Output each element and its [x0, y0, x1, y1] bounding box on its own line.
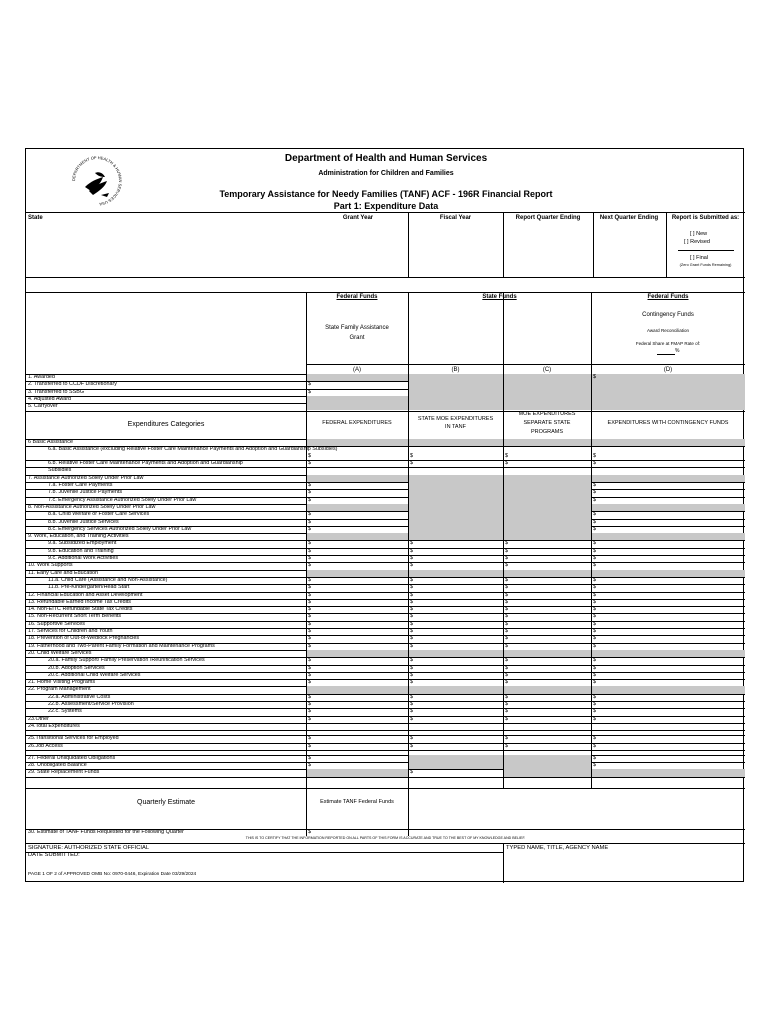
- row-19-amount[interactable]: $: [593, 576, 596, 583]
- shaded-cell: [409, 650, 503, 657]
- row-36-amount[interactable]: $: [410, 701, 413, 708]
- row-32: 20.c. Additional Child Welfare Services: [48, 671, 141, 678]
- shaded-cell: [504, 475, 591, 482]
- row-2-amount[interactable]: $: [410, 452, 413, 459]
- row-35-amount[interactable]: $: [505, 693, 508, 700]
- row-5: 7. Assistance Authorized Solely Under Prior Law: [28, 474, 144, 481]
- row-43-amount[interactable]: $: [308, 762, 311, 769]
- row-40-amount[interactable]: $: [308, 735, 311, 742]
- row-23-amount[interactable]: $: [593, 606, 596, 613]
- row-35: 22.a. Administrative Costs: [48, 693, 111, 700]
- row-20-amount[interactable]: $: [410, 584, 413, 591]
- row-12-amount[interactable]: $: [308, 525, 311, 532]
- shaded-cell: [504, 650, 591, 657]
- shaded-cell: [409, 396, 503, 403]
- shaded-cell: [307, 403, 408, 410]
- administration-title: Administration for Children and Families: [318, 170, 454, 177]
- row-10: 8.a. Child Welfare or Foster Care Services: [48, 511, 150, 518]
- col-d-label: (D): [663, 367, 673, 373]
- expenditure-categories-header: Expenditures Categories: [127, 421, 205, 428]
- moe-sep-header-2: SEPARATE STATE: [523, 420, 571, 426]
- department-title: Department of Health and Human Services: [284, 153, 488, 164]
- federal-funds-header-2: Federal Funds: [647, 294, 689, 300]
- next-quarter-ending-field[interactable]: Next Quarter Ending: [599, 215, 659, 221]
- row-16-amount[interactable]: $: [308, 555, 311, 562]
- shaded-cell: [592, 389, 745, 396]
- new-checkbox[interactable]: [ ] New: [690, 231, 708, 237]
- row-12: 8.c. Emergency Services Authorized Solely Under Prior Law: [48, 525, 192, 532]
- shaded-cell: [504, 403, 591, 410]
- shaded-cell: [504, 526, 591, 533]
- shaded-cell: [409, 755, 503, 762]
- row-35-amount[interactable]: $: [410, 693, 413, 700]
- row-22: 13. Refundable Earned Income Tax Credits: [28, 598, 131, 605]
- col-a-label: (A): [353, 367, 361, 373]
- moe-sep-header-1: MOE EXPENDITURES: [518, 411, 576, 417]
- shaded-cell: [409, 374, 503, 381]
- row-35-amount[interactable]: $: [593, 693, 596, 700]
- row-17-amount[interactable]: $: [505, 562, 508, 569]
- shaded-cell: [307, 686, 408, 693]
- row-25-amount[interactable]: $: [505, 620, 508, 627]
- row-40: 25.Transitional Services for Employed: [28, 735, 119, 742]
- shaded-cell: [592, 686, 745, 693]
- shaded-cell: [307, 570, 408, 577]
- report-title: Temporary Assistance for Needy Families (TANF) ACF - 196R Financial Report: [219, 189, 553, 199]
- row-33-amount[interactable]: $: [410, 679, 413, 686]
- row-36: 22.b. Assessment/Service Provision: [48, 701, 134, 708]
- row-33-amount[interactable]: $: [505, 679, 508, 686]
- shaded-cell: [504, 489, 591, 496]
- row-1: 6 Basic Assistance: [28, 439, 73, 445]
- row-24: 15. Non-Recurrent Short Term Benefits: [28, 613, 122, 620]
- sfag-label-1: State Family Assistance: [325, 325, 389, 331]
- row-2-amount[interactable]: $: [308, 452, 311, 459]
- shaded-cell: [409, 570, 503, 577]
- row-20: 11.b. Pre-Kindergarten/Head Start: [48, 584, 130, 591]
- row-30-amount[interactable]: $: [505, 657, 508, 664]
- row-3-amount[interactable]: $: [505, 460, 508, 467]
- row-8-amount[interactable]: $: [593, 496, 596, 503]
- shaded-cell: [409, 439, 503, 446]
- shaded-cell: [307, 475, 408, 482]
- col-b-label: (B): [451, 367, 460, 373]
- shaded-cell: [504, 497, 591, 504]
- row-14-amount[interactable]: $: [308, 540, 311, 547]
- fmap-pct[interactable]: %: [675, 348, 680, 354]
- row-32-amount[interactable]: $: [593, 671, 596, 678]
- shaded-cell: [409, 686, 503, 693]
- award-row-5: 5. Carryover: [28, 403, 58, 410]
- shaded-cell: [409, 475, 503, 482]
- row-43: 28. Unobligated Balance: [28, 762, 87, 769]
- report-submitted-as-label: Report is Submitted as:: [671, 215, 740, 221]
- row-20-amount[interactable]: $: [505, 584, 508, 591]
- row-15-amount[interactable]: $: [593, 547, 596, 554]
- row-15-amount[interactable]: $: [308, 547, 311, 554]
- row-10-amount[interactable]: $: [308, 511, 311, 518]
- fmap-rate-label: Federal Share at FMAP Rate of:: [635, 341, 701, 346]
- row-25-amount[interactable]: $: [593, 620, 596, 627]
- row-26: 17. Services for Children and Youth: [28, 628, 113, 635]
- row-3-amount[interactable]: $: [593, 460, 596, 467]
- row-6-amount[interactable]: $: [593, 482, 596, 489]
- certify-statement: THIS IS TO CERTIFY THAT THE INFORMATION REPORTED ON ALL PARTS OF THIS FORM IS ACCURATE AND TRUE TO THE BEST OF MY KNOWLEDGE AND BELIEF.: [245, 836, 526, 840]
- shaded-cell: [504, 511, 591, 518]
- shaded-cell: [409, 482, 503, 489]
- row-8-amount[interactable]: $: [308, 496, 311, 503]
- row-44: 29. State Replacement Funds: [28, 769, 100, 776]
- shaded-cell: [592, 769, 745, 776]
- shaded-cell: [409, 533, 503, 540]
- row-10-amount[interactable]: $: [593, 511, 596, 518]
- shaded-cell: [504, 381, 591, 388]
- shaded-cell: [592, 381, 745, 388]
- part-title: Part 1: Expenditure Data: [333, 201, 439, 211]
- row-22-amount[interactable]: $: [308, 598, 311, 605]
- row-19-amount[interactable]: $: [410, 576, 413, 583]
- shaded-cell: [504, 439, 591, 446]
- row-22-amount[interactable]: $: [593, 598, 596, 605]
- row-37-amount[interactable]: $: [410, 708, 413, 715]
- award-row-3: 3. Transferred to SSBG: [28, 388, 85, 395]
- shaded-cell: [504, 755, 591, 762]
- row-34: 22. Program Management: [28, 686, 91, 693]
- tanf-form: [25, 148, 744, 882]
- shaded-cell: [307, 533, 408, 540]
- row-11: 8.b. Juvenile Justice Services: [48, 518, 119, 525]
- shaded-cell: [409, 389, 503, 396]
- row-25-amount[interactable]: $: [308, 620, 311, 627]
- shaded-cell: [307, 504, 408, 511]
- report-quarter-ending-field[interactable]: Report Quarter Ending: [515, 215, 581, 221]
- revised-checkbox[interactable]: [ ] Revised: [684, 239, 710, 245]
- row-39: 24.Total Expenditures: [28, 722, 80, 729]
- row-16: 9.c. Additional Work Activities: [48, 555, 119, 562]
- row-11-amount[interactable]: $: [593, 518, 596, 525]
- state-moe-header-1: STATE MOE EXPENDITURES: [417, 416, 494, 422]
- shaded-cell: [409, 489, 503, 496]
- row-7-amount[interactable]: $: [593, 489, 596, 496]
- award-row-1: 1. Awarded: [28, 374, 55, 380]
- row-13: 9. Work, Education, and Training Activities: [28, 533, 129, 540]
- row-15: 9.b. Education and Training: [48, 547, 114, 554]
- row-23-amount[interactable]: $: [505, 606, 508, 613]
- row-28: 19. Fatherhood and Two-Parent Family Formation and Maintenance Programs: [28, 642, 215, 649]
- row-27: 18. Prevention of Out-of-Wedlock Pregnancies: [28, 635, 140, 642]
- award-reconciliation-label: Award Reconciliation: [647, 328, 689, 333]
- row-41: 26.Job Access: [28, 742, 63, 749]
- row-18: 11. Early Care and Education: [28, 569, 99, 576]
- row-2-amount[interactable]: $: [593, 452, 596, 459]
- row-41-amount[interactable]: $: [593, 742, 596, 749]
- row-17-amount[interactable]: $: [308, 562, 311, 569]
- grant-year-field[interactable]: Grant Year: [342, 215, 374, 221]
- row-41-amount[interactable]: $: [410, 742, 413, 749]
- row-38: 23.Other: [28, 715, 49, 722]
- row-32-amount[interactable]: $: [308, 671, 311, 678]
- row-27-amount[interactable]: $: [505, 635, 508, 642]
- row-33-amount[interactable]: $: [308, 679, 311, 686]
- final-checkbox[interactable]: [ ] Final: [690, 255, 709, 261]
- shaded-cell: [504, 686, 591, 693]
- row-27-amount[interactable]: $: [593, 635, 596, 642]
- row-42-amount[interactable]: $: [308, 754, 311, 761]
- shaded-cell: [307, 439, 408, 446]
- row-17-amount[interactable]: $: [593, 562, 596, 569]
- row-33-amount[interactable]: $: [593, 679, 596, 686]
- row-36-amount[interactable]: $: [593, 701, 596, 708]
- row-38-amount[interactable]: $: [410, 715, 413, 722]
- shaded-cell: [409, 511, 503, 518]
- contingency-exp-header: EXPENDITURES WITH CONTINGENCY FUNDS: [607, 420, 729, 426]
- award-row-2-amount[interactable]: $: [308, 381, 311, 388]
- seal-text: DEPARTMENT OF HEALTH & HUMAN SERVICES USA: [71, 155, 123, 207]
- shaded-cell: [504, 374, 591, 381]
- shaded-cell: [592, 396, 745, 403]
- row-21-amount[interactable]: $: [505, 591, 508, 598]
- shaded-cell: [409, 519, 503, 526]
- row-6: 7.a. Foster Care Payments: [48, 482, 113, 489]
- shaded-cell: [504, 519, 591, 526]
- row-41-amount[interactable]: $: [505, 742, 508, 749]
- row-32-amount[interactable]: $: [505, 671, 508, 678]
- row-37-amount[interactable]: $: [308, 708, 311, 715]
- state-funds-header: State Funds: [482, 294, 517, 300]
- row-28-amount[interactable]: $: [593, 642, 596, 649]
- row-20-amount[interactable]: $: [593, 584, 596, 591]
- state-field[interactable]: State: [28, 215, 43, 221]
- shaded-cell: [307, 396, 408, 403]
- row-27-amount[interactable]: $: [410, 635, 413, 642]
- row-24-amount[interactable]: $: [308, 613, 311, 620]
- row-17: 10. Work Supports: [28, 562, 73, 569]
- estimate-tanf-label: Estimate TANF Federal Funds: [320, 799, 394, 805]
- shaded-cell: [409, 762, 503, 769]
- row-15-amount[interactable]: $: [505, 547, 508, 554]
- shaded-cell: [592, 475, 745, 482]
- shaded-cell: [592, 650, 745, 657]
- row-42: 27. Federal Unliquidated Obligations: [28, 754, 116, 761]
- row-30: 20.a. Family Support/ Family Preservation /Reunification Services: [48, 657, 205, 664]
- row-29: 20. Child Welfare Services: [28, 649, 92, 656]
- row-19-amount[interactable]: $: [505, 576, 508, 583]
- shaded-cell: [307, 769, 408, 776]
- row-9: 8. Non-Assistance Authorized Solely Under Prior Law: [28, 503, 156, 510]
- row-35-amount[interactable]: $: [308, 693, 311, 700]
- row-3-amount[interactable]: $: [308, 460, 311, 467]
- row-21-amount[interactable]: $: [410, 591, 413, 598]
- row-11-amount[interactable]: $: [308, 518, 311, 525]
- row-3: 6.b. Relative Foster Care Maintenance Payments and Adoption and Guardianship: [48, 460, 243, 467]
- row-8: 7.c. Emergency Assistance Authorized Solely Under Prior Law: [48, 496, 197, 503]
- fiscal-year-field[interactable]: Fiscal Year: [439, 215, 472, 221]
- row-37-amount[interactable]: $: [505, 708, 508, 715]
- row-15-amount[interactable]: $: [410, 547, 413, 554]
- row-38-amount[interactable]: $: [308, 715, 311, 722]
- date-submitted-field[interactable]: DATE SUBMITTED:: [28, 852, 80, 858]
- row-12-amount[interactable]: $: [593, 525, 596, 532]
- row-40-amount[interactable]: $: [505, 735, 508, 742]
- shaded-cell: [504, 769, 591, 776]
- row-27-amount[interactable]: $: [308, 635, 311, 642]
- row-14: 9.a. Subsidized Employment: [48, 540, 117, 547]
- row-31-amount[interactable]: $: [593, 664, 596, 671]
- row-6-amount[interactable]: $: [308, 482, 311, 489]
- federal-funds-header: Federal Funds: [336, 294, 378, 300]
- shaded-cell: [409, 381, 503, 388]
- shaded-cell: [409, 526, 503, 533]
- row-2-amount[interactable]: $: [505, 452, 508, 459]
- row-16-amount[interactable]: $: [410, 555, 413, 562]
- row-22-amount[interactable]: $: [505, 598, 508, 605]
- shaded-cell: [504, 533, 591, 540]
- row-3-amount[interactable]: $: [410, 460, 413, 467]
- row30-dollar[interactable]: $: [308, 829, 311, 835]
- row-25: 16. Supportive Services: [28, 620, 85, 627]
- shaded-cell: [592, 533, 745, 540]
- row-26-amount[interactable]: $: [410, 628, 413, 635]
- page-note: PAGE 1 OF 2 of APPROVED OMB No: 0970-0446, Expiration Date 03/29/2024: [28, 872, 197, 877]
- row-26-amount[interactable]: $: [593, 628, 596, 635]
- award-row-4: 4. Adjusted Award: [28, 395, 72, 402]
- row-14-amount[interactable]: $: [593, 540, 596, 547]
- award-row-3-amount[interactable]: $: [308, 388, 311, 395]
- shaded-cell: [504, 762, 591, 769]
- row-24-amount[interactable]: $: [505, 613, 508, 620]
- shaded-cell: [409, 504, 503, 511]
- row-28-amount[interactable]: $: [505, 642, 508, 649]
- row-37-amount[interactable]: $: [593, 708, 596, 715]
- award-row-1-amount[interactable]: $: [593, 374, 596, 380]
- moe-sep-header-3: PROGRAMS: [530, 429, 564, 435]
- shaded-cell: [409, 497, 503, 504]
- shaded-cell: [592, 439, 745, 446]
- state-moe-header-2: IN TANF: [445, 424, 466, 430]
- row-33: 21. Home Visiting Programs: [28, 679, 96, 686]
- row-30-amount[interactable]: $: [593, 657, 596, 664]
- row-30-amount[interactable]: $: [308, 657, 311, 664]
- row-28-amount[interactable]: $: [308, 642, 311, 649]
- row-4: Subsidies: [48, 467, 72, 474]
- quarterly-estimate-label: Quarterly Estimate: [137, 799, 195, 806]
- row-24-amount[interactable]: $: [410, 613, 413, 620]
- row-21-amount[interactable]: $: [593, 591, 596, 598]
- row-30-amount[interactable]: $: [410, 657, 413, 664]
- row-25-amount[interactable]: $: [410, 620, 413, 627]
- row-23-amount[interactable]: $: [308, 606, 311, 613]
- row-31: 20.b. Adoption Services: [48, 664, 105, 671]
- row-28-amount[interactable]: $: [410, 642, 413, 649]
- row-43-amount[interactable]: $: [593, 762, 596, 769]
- row-21-amount[interactable]: $: [308, 591, 311, 598]
- row-23: 14. Non-EITC Refundable State Tax Credits: [28, 606, 133, 613]
- hhs-seal-icon: [71, 155, 123, 207]
- row30-label: 30. Estimate of TANF Funds Requested for the Following Quarter: [28, 829, 184, 835]
- row-31-amount[interactable]: $: [505, 664, 508, 671]
- row-38-amount[interactable]: $: [593, 715, 596, 722]
- shaded-cell: [307, 374, 408, 381]
- row-20-amount[interactable]: $: [308, 584, 311, 591]
- row-26-amount[interactable]: $: [505, 628, 508, 635]
- row-31-amount[interactable]: $: [308, 664, 311, 671]
- row-40-amount[interactable]: $: [410, 735, 413, 742]
- shaded-cell: [592, 504, 745, 511]
- row-19-amount[interactable]: $: [308, 576, 311, 583]
- shaded-cell: [504, 396, 591, 403]
- shaded-cell: [592, 570, 745, 577]
- shaded-cell: [504, 482, 591, 489]
- row-32-amount[interactable]: $: [410, 671, 413, 678]
- col-c-label: (C): [542, 367, 552, 373]
- shaded-cell: [504, 504, 591, 511]
- sfag-label-2: Grant: [349, 335, 365, 341]
- shaded-cell: [592, 403, 745, 410]
- row-17-amount[interactable]: $: [410, 562, 413, 569]
- final-note: (Zero Grant Funds Remaining): [679, 263, 732, 267]
- row-42-amount[interactable]: $: [593, 754, 596, 761]
- row-26-amount[interactable]: $: [308, 628, 311, 635]
- row-36-amount[interactable]: $: [308, 701, 311, 708]
- shaded-cell: [409, 403, 503, 410]
- row-31-amount[interactable]: $: [410, 664, 413, 671]
- shaded-cell: [504, 570, 591, 577]
- shaded-cell: [592, 374, 745, 381]
- row-16-amount[interactable]: $: [593, 555, 596, 562]
- row-2: 6.a. Basic Assistance (excluding Relative Foster Care Maintenance Payments and Adoption and Guardianship Subsidies): [48, 446, 338, 453]
- row-16-amount[interactable]: $: [505, 555, 508, 562]
- row-23-amount[interactable]: $: [410, 606, 413, 613]
- signature-field[interactable]: SIGNATURE: AUTHORIZED STATE OFFICIAL: [28, 845, 150, 851]
- row-21: 12. Financial Education and Asset Development: [28, 591, 143, 598]
- shaded-cell: [504, 389, 591, 396]
- award-row-2: 2. Transferred to CCDF Discretionary: [28, 381, 117, 388]
- row-41-amount[interactable]: $: [308, 742, 311, 749]
- row-14-amount[interactable]: $: [505, 540, 508, 547]
- row-24-amount[interactable]: $: [593, 613, 596, 620]
- federal-expenditures-header: FEDERAL EXPENDITURES: [322, 420, 392, 426]
- row-38-amount[interactable]: $: [505, 715, 508, 722]
- row-19: 11.a. Child Care (Assistance and Non-Assistance): [48, 576, 168, 583]
- row-22-amount[interactable]: $: [410, 598, 413, 605]
- typed-name-field[interactable]: TYPED NAME, TITLE, AGENCY NAME: [506, 845, 609, 851]
- row-14-amount[interactable]: $: [410, 540, 413, 547]
- row-7: 7.b. Juvenile Justice Payments: [48, 489, 123, 496]
- shaded-cell: [307, 650, 408, 657]
- row-44-amount[interactable]: $: [410, 769, 413, 776]
- contingency-funds-label: Contingency Funds: [642, 312, 694, 318]
- row-37: 22.c. Systems: [48, 708, 82, 715]
- row-36-amount[interactable]: $: [505, 701, 508, 708]
- row-7-amount[interactable]: $: [308, 489, 311, 496]
- row-40-amount[interactable]: $: [593, 735, 596, 742]
